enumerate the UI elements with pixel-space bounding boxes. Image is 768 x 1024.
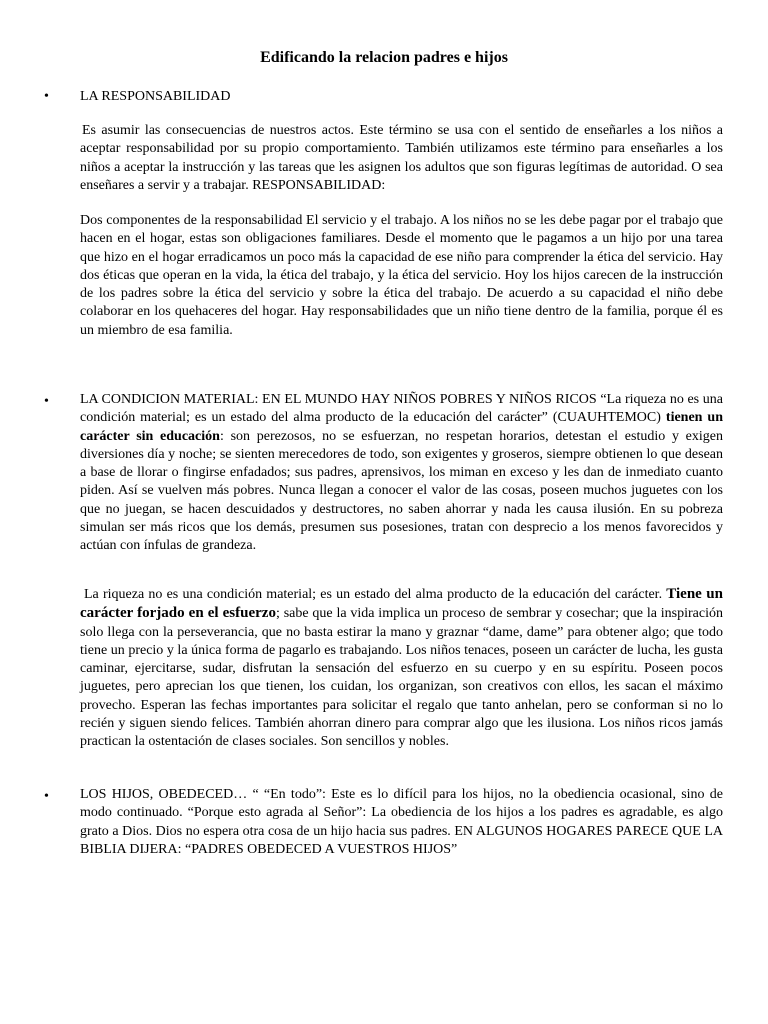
paragraph-hijos: LOS HIJOS, OBEDECED… “ “En todo”: Este es lo difícil para los hijos, no la obediencia ocasional, sino de modo continuado. “Porque esto agrada al Señor”: La obediencia de los hijos a los padres es agradable, es algo grato a Dios. Dios no espera otra cosa de un hijo hacia sus padres. EN ALGUNOS HOGARES PARECE QUE LA BIBLIA DIJERA: “PADRES OBEDECED A VUESTROS HIJOS” xyxy=(80,787,723,857)
bullet-condicion: • xyxy=(44,394,49,409)
paragraph-condicion-2 xyxy=(80,585,723,752)
bullet-responsabilidad: • xyxy=(44,89,49,104)
paragraph-condicion-1 xyxy=(80,391,723,556)
condicion-p2-b: ; sabe que la vida implica un proceso de sembrar y cosechar; que la inspiración solo llega con la perseverancia, que no basta estirar la mano y graznar “dame, dame” para obtener algo; que todo tiene un precio y la única forma de pagarlo es trabajando. Los niños tenaces, poseen un carácter de lucha, les gusta caminar, ejercitarse, sudar, disfrutan la sensación del esfuerzo en su cuerpo y en su espíritu. Poseen pocos juguetes, pero aprecian los que tienen, los cuidan, los organizan, son creativos con ellos, les sacan el máximo provecho. Esperan las fechas importantes para solicitar el regalo que tanto anhelan, pero se conforman si no lo recién y siguen siendo felices. También ahorran dinero para comprar algo que les ilusiona. Los niños ricos jamás practican la ostentación de clases sociales. Son sencillos y nobles. xyxy=(80,606,723,750)
heading-responsabilidad: LA RESPONSABILIDAD xyxy=(80,89,231,104)
paragraph-responsabilidad-1: Es asumir las consecuencias de nuestros actos. Este término se usa con el sentido de enseñarles a los niños a aceptar responsabilidad por su propio comportamiento. También utilizamos este término para enseñarles a los niños a aceptar la instrucción y las tareas que les asignen los adultos que son figuras legítimas de autoridad. O sea enseñares a servir y a trabajar. RESPONSABILIDAD: xyxy=(80,123,723,193)
condicion-p2-a: La riqueza no es una condición material; es un estado del alma producto de la educación del carácter. xyxy=(84,587,667,602)
condicion-text-a: LA CONDICION MATERIAL: EN EL MUNDO HAY NIÑOS POBRES Y NIÑOS RICOS “La riqueza no es una condición material; es un estado del alma producto de la educación del carácter” (CUAUHTEMOC) xyxy=(80,392,723,426)
paragraph-responsabilidad-2: Dos componentes de la responsabilidad El servicio y el trabajo. A los niños no se les debe pagar por el trabajo que hacen en el hogar, estas son obligaciones familiares. Desde el momento que le pagamos a un hijo por una tarea que hizo en el hogar erradicamos un poco más la capacidad de ese niño para comprender la ética del servicio. Hay dos éticas que operan en la vida, la ética del trabajo, y la ética del servicio. Hoy los hijos carecen de la instrucción de los padres sobre la ética del servicio y sobre la ética del trabajo. De acuerdo a su capacidad el niño debe colaborar en los quehaceres del hogar. Hay responsabilidades que un niño tiene dentro de la familia, porque él es un miembro de esa familia. xyxy=(80,213,723,338)
condicion-p2-bold: Tiene un carácter forjado en el esfuerzo xyxy=(80,586,723,622)
bullet-hijos: • xyxy=(44,789,49,804)
condicion-text-b: : son perezosos, no se esfuerzan, no respetan horarios, detestan el estudio y exigen diversiones día y noche; se sienten merecedores de todo, son exigentes y groseros, siempre obtienen lo que desean a base de llorar o fingirse enfadados; sus padres, aprensivos, los miman en exceso y les dan de inmediato cuanto piden. Así se vuelven más pobres. Nunca llegan a conocer el valor de las cosas, poseen muchos juguetes con los que no juegan, se hacen descuidados y destructores, no saben ahorrar y nada les causa ilusión. En su pobreza simulan ser más ricos que los demás, presumen sus posesiones, tratan con desprecio a los menos favorecidos y actúan con ínfulas de grandeza. xyxy=(80,428,723,554)
page-title: Edificando la relacion padres e hijos xyxy=(260,49,508,66)
condicion-bold-a: tienen un carácter sin educación xyxy=(80,410,724,444)
